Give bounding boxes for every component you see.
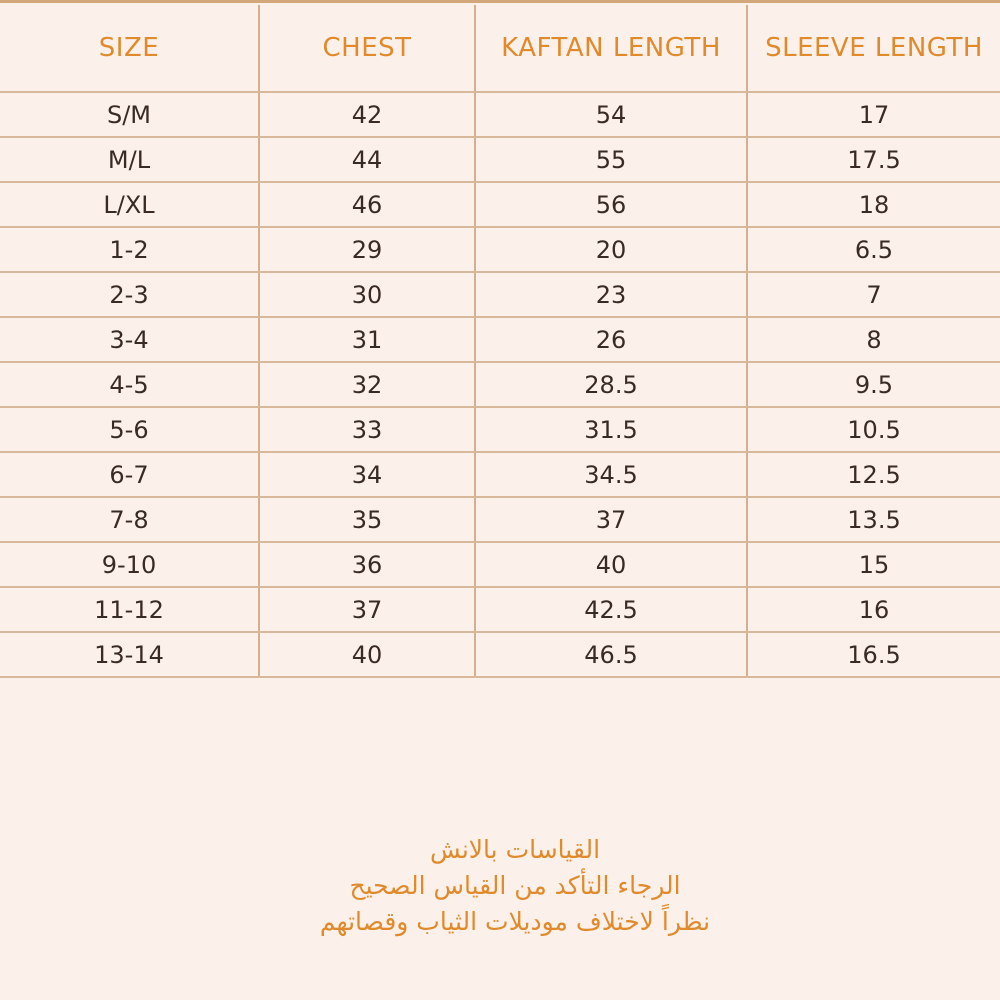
header-row — [0, 5, 1000, 92]
size-cell: 5-6 — [0, 407, 259, 452]
header-chest: CHEST — [259, 5, 475, 92]
header-sleeve-length: SLEEVE LENGTH — [747, 5, 1000, 92]
chest-cell: 33 — [259, 407, 475, 452]
note-inches: القياسات بالانش — [429, 835, 601, 864]
note-model-variation: نظراً لاختلاف موديلات الثياب وقصاتهم — [319, 907, 711, 936]
sleeve-length-cell: 18 — [747, 182, 1000, 227]
kaftan-length-cell: 20 — [475, 227, 747, 272]
sleeve-length-cell: 12.5 — [747, 452, 1000, 497]
chest-cell: 35 — [259, 497, 475, 542]
table-row — [0, 182, 1000, 227]
size-cell: 2-3 — [0, 272, 259, 317]
kaftan-length-cell: 55 — [475, 137, 747, 182]
table-row — [0, 272, 1000, 317]
size-cell: M/L — [0, 137, 259, 182]
sleeve-length-cell: 17.5 — [747, 137, 1000, 182]
kaftan-length-cell: 56 — [475, 182, 747, 227]
sleeve-length-cell: 16 — [747, 587, 1000, 632]
size-chart-table — [0, 5, 1000, 678]
header-kaftan-length: KAFTAN LENGTH — [475, 5, 747, 92]
sleeve-length-cell: 13.5 — [747, 497, 1000, 542]
table-row — [0, 362, 1000, 407]
table-row — [0, 317, 1000, 362]
top-rule — [0, 0, 1000, 3]
table-row — [0, 407, 1000, 452]
header-size: SIZE — [0, 5, 259, 92]
kaftan-length-cell: 26 — [475, 317, 747, 362]
chest-cell: 42 — [259, 92, 475, 137]
size-cell: 3-4 — [0, 317, 259, 362]
size-cell: 6-7 — [0, 452, 259, 497]
sleeve-length-cell: 6.5 — [747, 227, 1000, 272]
chest-cell: 36 — [259, 542, 475, 587]
sleeve-length-cell: 16.5 — [747, 632, 1000, 677]
size-cell: 1-2 — [0, 227, 259, 272]
size-cell: 11-12 — [0, 587, 259, 632]
kaftan-length-cell: 54 — [475, 92, 747, 137]
chest-cell: 30 — [259, 272, 475, 317]
kaftan-length-cell: 34.5 — [475, 452, 747, 497]
kaftan-length-cell: 46.5 — [475, 632, 747, 677]
size-cell: 7-8 — [0, 497, 259, 542]
table-row — [0, 542, 1000, 587]
size-cell: S/M — [0, 92, 259, 137]
sleeve-length-cell: 8 — [747, 317, 1000, 362]
table-row — [0, 587, 1000, 632]
measurement-notes — [0, 832, 1000, 940]
chest-cell: 34 — [259, 452, 475, 497]
chest-cell: 37 — [259, 587, 475, 632]
size-cell: L/XL — [0, 182, 259, 227]
table-row — [0, 137, 1000, 182]
chest-cell: 46 — [259, 182, 475, 227]
kaftan-length-cell: 28.5 — [475, 362, 747, 407]
chest-cell: 40 — [259, 632, 475, 677]
chest-cell: 31 — [259, 317, 475, 362]
table-row — [0, 227, 1000, 272]
sleeve-length-cell: 15 — [747, 542, 1000, 587]
size-cell: 13-14 — [0, 632, 259, 677]
sleeve-length-cell: 9.5 — [747, 362, 1000, 407]
sleeve-length-cell: 17 — [747, 92, 1000, 137]
size-cell: 4-5 — [0, 362, 259, 407]
note-check-size: الرجاء التأكد من القياس الصحيح — [349, 871, 681, 900]
kaftan-length-cell: 31.5 — [475, 407, 747, 452]
kaftan-length-cell: 37 — [475, 497, 747, 542]
table-row — [0, 92, 1000, 137]
kaftan-length-cell: 23 — [475, 272, 747, 317]
kaftan-length-cell: 40 — [475, 542, 747, 587]
table-row — [0, 632, 1000, 677]
table-row — [0, 497, 1000, 542]
size-table-body — [0, 92, 1000, 677]
table-row — [0, 452, 1000, 497]
kaftan-length-cell: 42.5 — [475, 587, 747, 632]
chest-cell: 29 — [259, 227, 475, 272]
sleeve-length-cell: 7 — [747, 272, 1000, 317]
chest-cell: 44 — [259, 137, 475, 182]
sleeve-length-cell: 10.5 — [747, 407, 1000, 452]
size-cell: 9-10 — [0, 542, 259, 587]
chest-cell: 32 — [259, 362, 475, 407]
